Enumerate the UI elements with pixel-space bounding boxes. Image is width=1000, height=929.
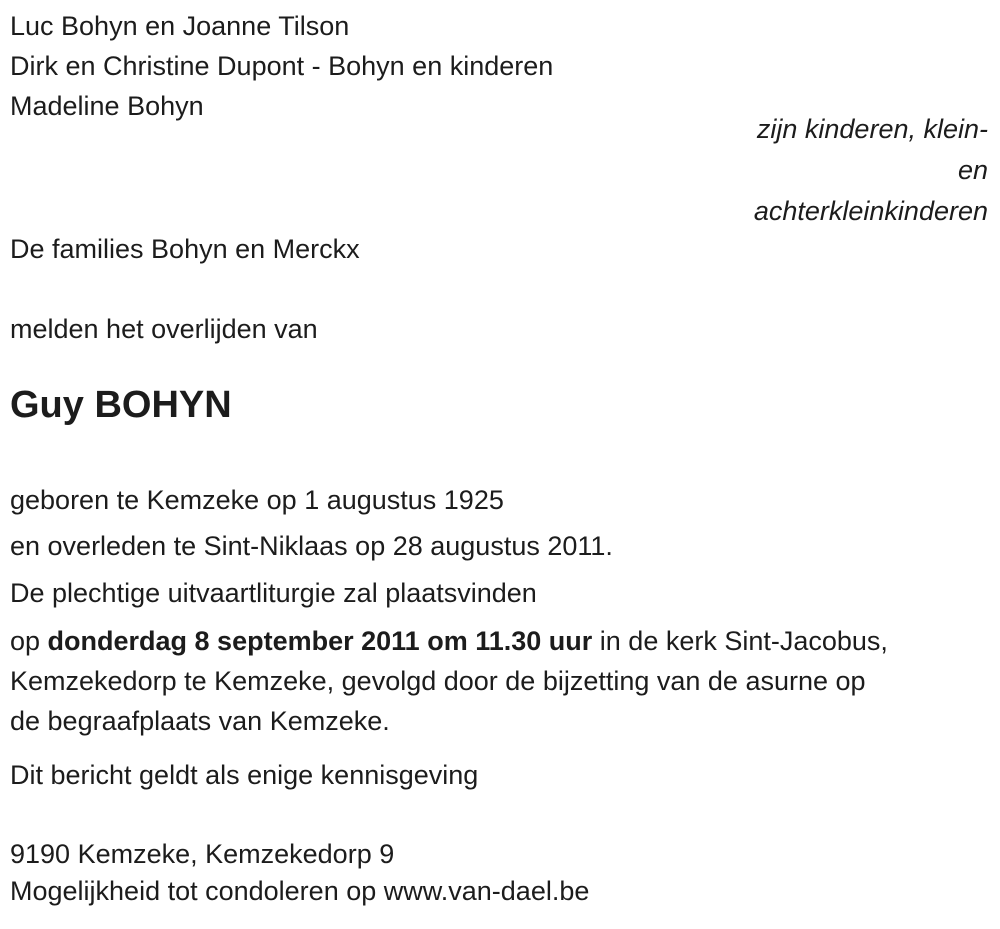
address-line: 9190 Kemzeke, Kemzekedorp 9 [10,839,395,869]
ceremony-line-1 [10,621,888,661]
ceremony-line-2: Kemzekedorp te Kemzeke, gevolgd door de bijzetting van de asurne op [10,666,866,696]
ceremony-line-1-suffix: in de kerk Sint-Jacobus, [592,626,888,656]
relation-line: zijn kinderen, klein- [756,114,988,144]
notice-line: Dit bericht geldt als enige kennisgeving [10,760,479,790]
relation-block [754,109,988,232]
ceremony-line-1-prefix: op [10,626,48,656]
condolence-url: www.van-dael.be [383,876,590,906]
relation-line: achterkleinkinderen [753,196,988,226]
birth-line: geboren te Kemzeke op 1 augustus 1925 [10,485,504,515]
family-line: Dirk en Christine Dupont - Bohyn en kinderen [10,51,554,81]
ceremony-details-block [10,621,888,741]
condolence-prefix: Mogelijkheid tot condoleren op [10,876,384,906]
deceased-name-heading: Guy BOHYN [10,384,232,426]
ceremony-date-time: donderdag 8 september 2011 om 11.30 uur [47,626,593,656]
ceremony-line-3: de begraafplaats van Kemzeke. [10,706,390,736]
address-condolence-block [10,836,589,910]
families-line: De families Bohyn en Merckx [10,234,360,264]
family-names-block [10,6,553,126]
relation-line: en [957,155,988,185]
family-line: Luc Bohyn en Joanne Tilson [10,11,350,41]
family-line: Madeline Bohyn [10,91,204,121]
condolence-line [10,873,589,910]
ceremony-intro-line: De plechtige uitvaartliturgie zal plaatsvinden [10,578,537,608]
intro-line: melden het overlijden van [10,314,318,344]
death-line: en overleden te Sint-Niklaas op 28 augustus 2011. [10,531,613,561]
